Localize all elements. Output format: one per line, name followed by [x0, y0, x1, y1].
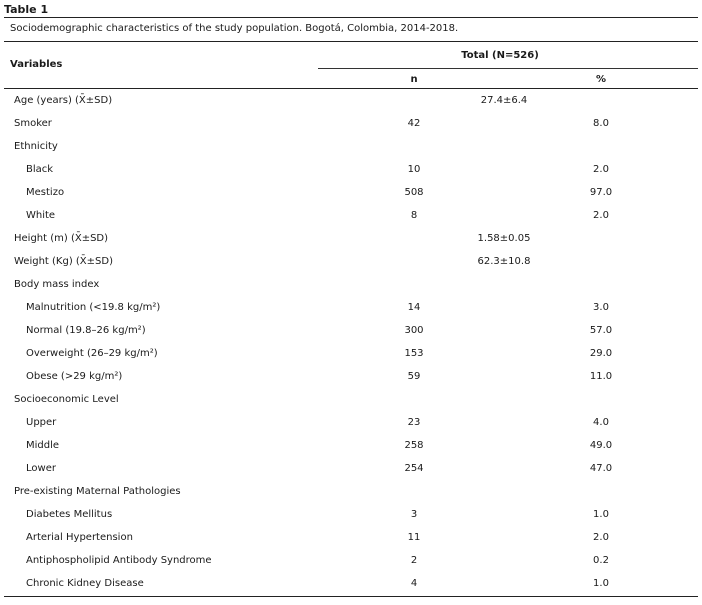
- table-row: [4, 297, 698, 320]
- row-percent: 97.0: [589, 187, 613, 198]
- row-n: 2: [410, 555, 418, 566]
- row-label: Middle: [26, 440, 60, 451]
- table-row: [4, 320, 698, 343]
- row-label: Height (m) (X̄±SD): [14, 233, 109, 244]
- row-n: 42: [407, 118, 421, 129]
- row-percent: 47.0: [589, 463, 613, 474]
- row-label: Antiphospholipid Antibody Syndrome: [26, 555, 212, 566]
- row-n: 4: [410, 578, 418, 589]
- row-n: 254: [404, 463, 424, 474]
- row-n: 14: [407, 302, 421, 313]
- table-row: [4, 366, 698, 389]
- table-row: [4, 435, 698, 458]
- top-rule: [4, 17, 698, 18]
- row-n: 8: [410, 210, 418, 221]
- table-row: [4, 205, 698, 228]
- table-row: [4, 113, 698, 136]
- row-n: 10: [407, 164, 421, 175]
- row-label: Pre-existing Maternal Pathologies: [14, 486, 181, 497]
- row-percent: 29.0: [589, 348, 613, 359]
- row-label: Mestizo: [26, 187, 65, 198]
- row-n: 59: [407, 371, 421, 382]
- row-label: Obese (>29 kg/m²): [26, 371, 123, 382]
- row-label: Weight (Kg) (X̄±SD): [14, 256, 113, 267]
- row-label: Normal (19.8–26 kg/m²): [26, 325, 146, 336]
- row-n: 508: [404, 187, 424, 198]
- table-row: [4, 182, 698, 205]
- row-label: Ethnicity: [14, 141, 58, 152]
- row-mean-sd: 27.4±6.4: [480, 95, 528, 106]
- table-row: [4, 136, 698, 159]
- table-row: [4, 159, 698, 182]
- table-row: [4, 527, 698, 550]
- row-percent: 11.0: [589, 371, 613, 382]
- row-percent: 57.0: [589, 325, 613, 336]
- row-percent: 1.0: [593, 578, 609, 589]
- table-row: [4, 458, 698, 481]
- row-n: 3: [410, 509, 418, 520]
- row-percent: 3.0: [593, 302, 609, 313]
- row-percent: 49.0: [589, 440, 613, 451]
- table-row: [4, 343, 698, 366]
- header-total: Total (N=526): [461, 50, 539, 61]
- table-row: [4, 228, 698, 251]
- table-row: [4, 504, 698, 527]
- row-n: 300: [404, 325, 424, 336]
- row-percent: 2.0: [593, 210, 609, 221]
- row-label: Diabetes Mellitus: [26, 509, 113, 520]
- table-row: [4, 90, 698, 113]
- row-n: 153: [404, 348, 424, 359]
- table-row: [4, 274, 698, 297]
- table-row: [4, 389, 698, 412]
- row-mean-sd: 62.3±10.8: [477, 256, 531, 267]
- header-top-rule: [4, 41, 698, 42]
- bottom-rule: [4, 596, 698, 597]
- row-label: Upper: [26, 417, 57, 428]
- header-percent: %: [595, 74, 607, 85]
- row-percent: 0.2: [593, 555, 609, 566]
- table-row: [4, 550, 698, 573]
- row-label: White: [26, 210, 56, 221]
- row-label: Smoker: [14, 118, 52, 129]
- row-mean-sd: 1.58±0.05: [477, 233, 531, 244]
- table-caption: Sociodemographic characteristics of the study population. Bogotá, Colombia, 2014-2018.: [10, 23, 459, 34]
- row-percent: 2.0: [593, 164, 609, 175]
- row-label: Overweight (26–29 kg/m²): [26, 348, 158, 359]
- row-n: 258: [404, 440, 424, 451]
- row-label: Socioeconomic Level: [14, 394, 119, 405]
- header-bottom-rule: [4, 88, 698, 89]
- row-percent: 1.0: [593, 509, 609, 520]
- header-n: n: [410, 74, 418, 85]
- table-row: [4, 412, 698, 435]
- row-label: Age (years) (X̄±SD): [14, 95, 113, 106]
- row-label: Body mass index: [14, 279, 100, 290]
- table-row: [4, 481, 698, 504]
- table-row: [4, 251, 698, 274]
- row-n: 11: [407, 532, 421, 543]
- row-percent: 8.0: [593, 118, 609, 129]
- row-label: Lower: [26, 463, 56, 474]
- row-label: Chronic Kidney Disease: [26, 578, 144, 589]
- table-row: [4, 573, 698, 596]
- row-n: 23: [407, 417, 421, 428]
- header-sub-rule: [318, 68, 698, 69]
- row-label: Black: [26, 164, 54, 175]
- header-variables: Variables: [10, 59, 63, 70]
- row-percent: 2.0: [593, 532, 609, 543]
- row-label: Arterial Hypertension: [26, 532, 133, 543]
- table-label: Table 1: [4, 3, 49, 16]
- row-percent: 4.0: [593, 417, 609, 428]
- row-label: Malnutrition (<19.8 kg/m²): [26, 302, 161, 313]
